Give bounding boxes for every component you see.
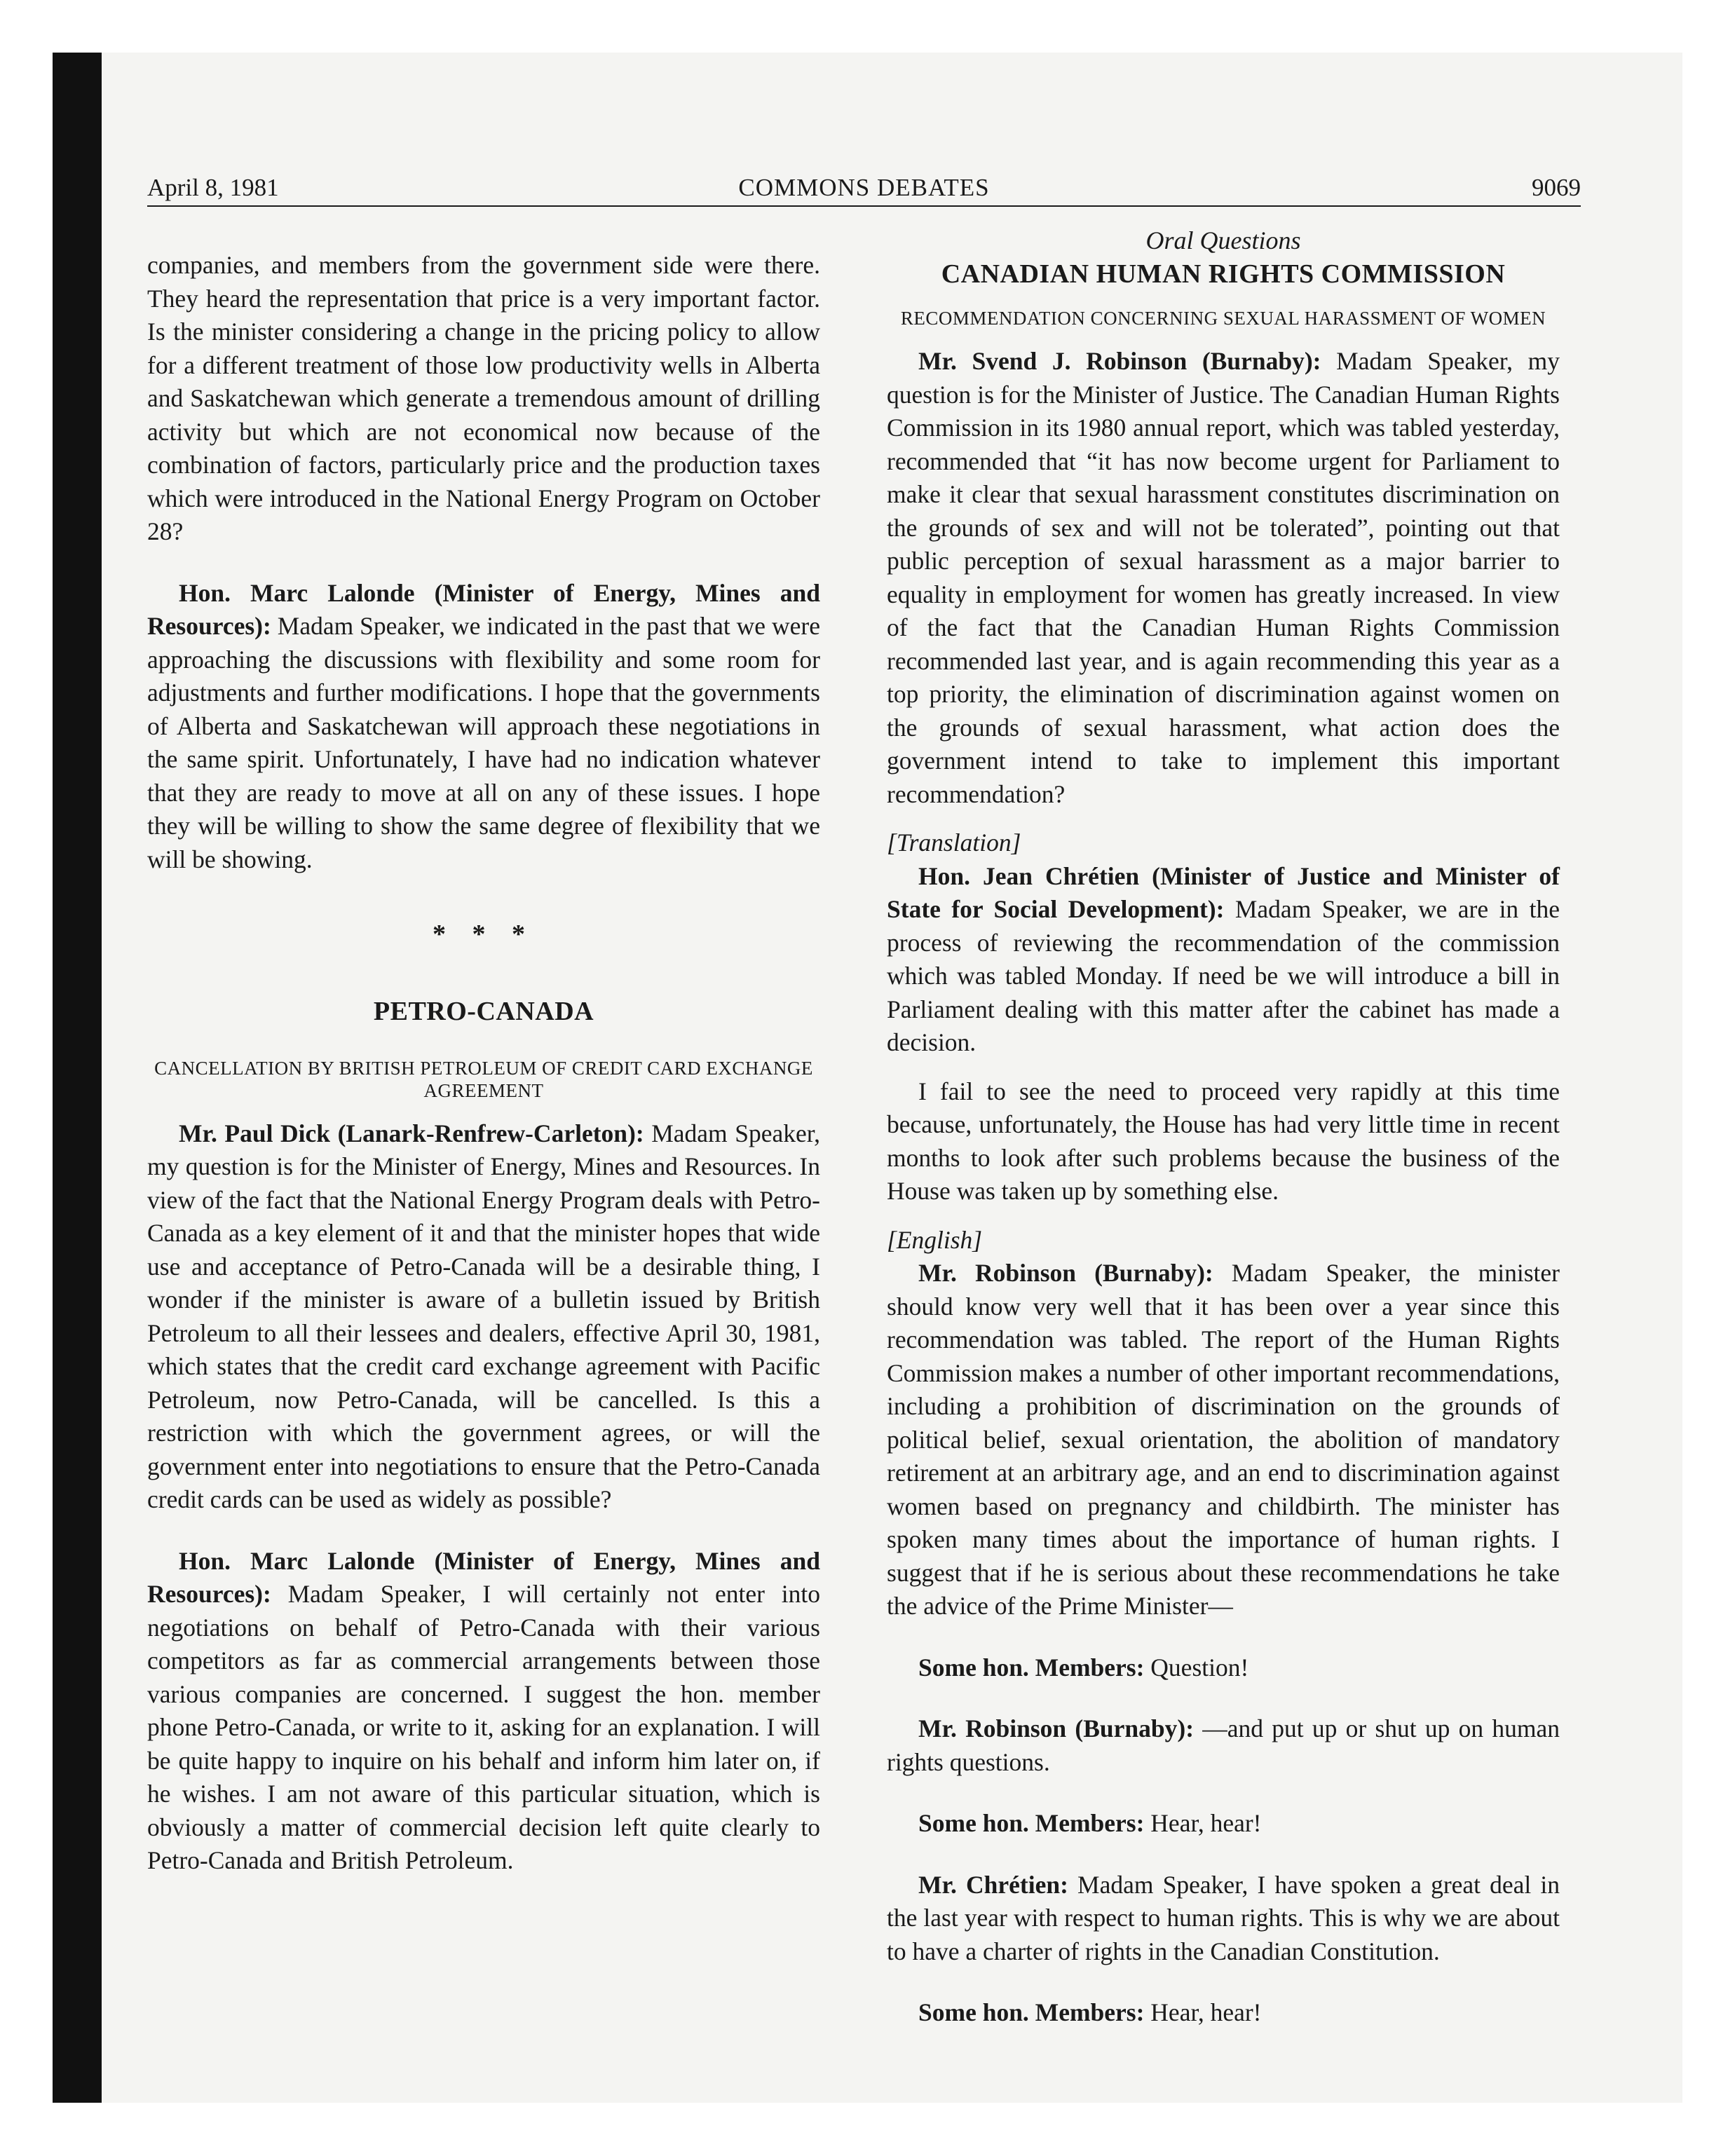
paragraph [147, 1545, 820, 1878]
speech-text: Madam Speaker, I have spoken a great deal in the last year with respect to human rights. This is why we are about to have a charter of rights in the Canadian Constitution. [887, 1870, 1560, 1965]
speaker-name: Some hon. Members: [918, 1998, 1145, 2026]
speaker-name: Mr. Robinson (Burnaby): [918, 1259, 1213, 1287]
speaker-name: Some hon. Members: [918, 1809, 1145, 1837]
paragraph [147, 577, 820, 877]
speech-text: —and put up or shut up on human rights questions. [887, 1714, 1560, 1776]
right-column [887, 224, 1560, 2030]
english-tag: [English] [887, 1225, 983, 1254]
paragraph [887, 1869, 1560, 1969]
paragraph [147, 1117, 820, 1517]
speech-text: Question! [1144, 1653, 1249, 1681]
section-title: CANADIAN HUMAN RIGHTS COMMISSION [941, 259, 1506, 289]
translation-tag: [Translation] [887, 828, 1021, 857]
header-title: COMMONS DEBATES [738, 174, 990, 201]
page-header [147, 170, 1581, 207]
paragraph [887, 860, 1560, 1060]
speaker-name: Hon. Marc Lalonde (Minister of Energy, Mines and Resources): [147, 578, 820, 640]
speech-text: Hear, hear! [1144, 1998, 1262, 2026]
running-head: Oral Questions [1145, 226, 1301, 254]
speaker-name: Hon. Marc Lalonde (Minister of Energy, Mines and Resources): [147, 1546, 820, 1608]
left-column [147, 249, 820, 1878]
speech-text: Madam Speaker, my question is for the Minister of Energy, Mines and Resources. In view of the fact that the National Energy Program deals with Petro-Canada as a key element of it and that the minister hopes that wide use and acceptance of Petro-Canada will be a desirable thing, I wonder if the minister is aware of a bulletin issued by British Petroleum to all their lessees and dealers, effective April 30, 1981, which states that the credit card exchange agreement with Pacific Petroleum, now Petro-Canada, will be cancelled. Is this a restriction with which the government agrees, or will the government enter into negotiations to ensure that the Petro-Canada credit cards can be used as widely as possible? [147, 1119, 821, 1513]
speech-text: Madam Speaker, my question is for the Minister of Justice. The Canadian Human Rights Commission in its 1980 annual report, which was tabled yesterday, recommended that “it has now become urgent for Parliament to make it clear that sexual harassment constitutes discrimination on the grounds of sex and will not be tolerated”, pointing out that public perception of sexual harassment as a major barrier to equality in employment for women has greatly increased. In view of the fact that the Canadian Human Rights Commission recommended last year, and is again recommending this year as a top priority, the elimination of discrimination against women on the grounds of sexual harassment, what action does the government intend to take to implement this important recommendation? [887, 347, 1560, 808]
speech-text: Madam Speaker, the minister should know very well that it has been over a year since this recommendation was tabled. The report of the Human Rights Commission makes a number of other important recommendations, including a prohibition of discrimination on the grounds of political belief, sexual orientation, the abolition of mandatory retirement at an arbitrary age, and an end to discrimination against women based on pregnancy and childbirth. The minister has spoken many times about the importance of human rights. I suggest that if he is serious about these recommendations he take the advice of the Prime Minister— [887, 1259, 1560, 1620]
header-page-number: 9069 [1532, 174, 1581, 201]
binding-edge [53, 53, 102, 2103]
speaker-name: Mr. Paul Dick (Lanark-Renfrew-Carleton): [179, 1119, 644, 1147]
paragraph [887, 1257, 1560, 1623]
speech-text: Madam Speaker, I will certainly not enter into negotiations on behalf of Petro-Canada with their various competitors as far as commercial arrangements between those various companies are concerned. I suggest the hon. member phone Petro-Canada, or write to it, asking for an explanation. I will be quite happy to inquire on his behalf and inform him later on, if he wishes. I am not aware of this particular situation, which is obviously a matter of commercial decision left quite clearly to Petro-Canada and British Petroleum. [147, 1580, 820, 1874]
paragraph: I fail to see the need to proceed very rapidly at this time because, unfortunately, the House has had very little time in recent months to look after such problems because the business of the House was taken up by something else. [887, 1077, 1560, 1205]
speaker-name: Hon. Jean Chrétien (Minister of Justice and Minister of State for Social Development): [887, 861, 1560, 923]
speaker-name: Some hon. Members: [918, 1653, 1145, 1681]
speech-text: Madam Speaker, we are in the process of reviewing the recommendation of the commission which was tabled Monday. If need be we will introduce a bill in Parliament dealing with this matter after the cabinet has made a decision. [887, 895, 1560, 1056]
subheading: CANCELLATION BY BRITISH PETROLEUM OF CREDIT CARD EXCHANGE AGREEMENT [154, 1057, 813, 1101]
header-date: April 8, 1981 [147, 174, 279, 201]
speech-text: Madam Speaker, we indicated in the past that we were approaching the discussions with flexibility and some room for adjustments and further modifications. I hope that the governments of Alberta and Saskatchewan will approach these negotiations in the same spirit. Unfortunately, I have had no indication whatever that they are ready to move at all on any of these issues. I hope they will be willing to show the same degree of flexibility that we will be showing. [147, 612, 820, 873]
paragraph [887, 1807, 1560, 1841]
paragraph: companies, and members from the government side were there. They heard the representation that price is a very important factor. Is the minister considering a change in the pricing policy to allow for a different treatment of those low productivity wells in Alberta and Saskatchewan which generate a tremendous amount of drilling activity but which are not economical now because of the combination of factors, particularly price and the production taxes which were introduced in the National Energy Program on October 28? [147, 251, 820, 545]
subheading: RECOMMENDATION CONCERNING SEXUAL HARASSMENT OF WOMEN [900, 308, 1546, 329]
paragraph [887, 1651, 1560, 1685]
speaker-name: Mr. Robinson (Burnaby): [918, 1714, 1195, 1742]
speaker-name: Mr. Chrétien: [918, 1870, 1068, 1899]
section-divider-stars: * * * [433, 920, 535, 949]
paragraph [887, 1712, 1560, 1779]
speaker-name: Mr. Svend J. Robinson (Burnaby): [918, 347, 1321, 375]
speech-text: Hear, hear! [1144, 1809, 1262, 1837]
paragraph [887, 1996, 1560, 2030]
section-title: PETRO-CANADA [373, 996, 594, 1026]
paragraph [887, 345, 1560, 811]
